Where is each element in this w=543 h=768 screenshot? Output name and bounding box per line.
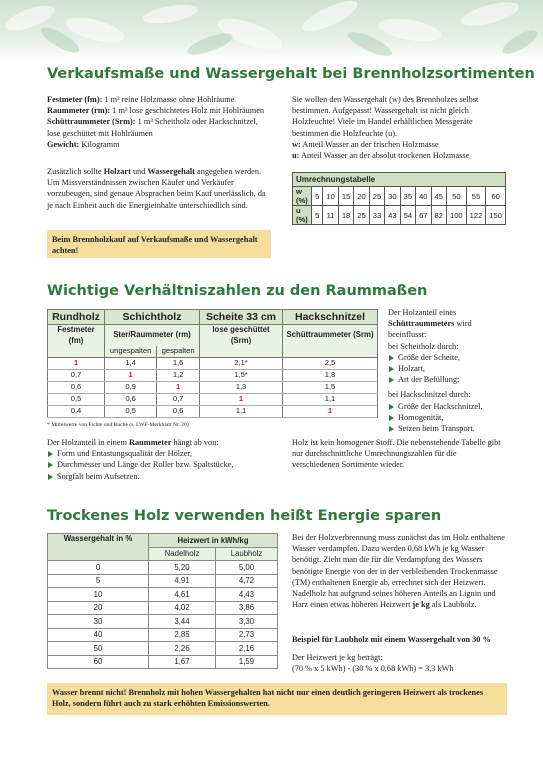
note-verkaufsmasse: Beim Brennholzkauf auf Verkaufsmaße und Wassergehalt achten! xyxy=(47,230,271,258)
leaf-pattern-icon xyxy=(0,0,543,62)
w-value: 30 xyxy=(385,187,400,206)
table-cell: 60 xyxy=(48,655,149,669)
umrechnungstabelle xyxy=(292,172,506,225)
sub-lose: lose geschüttet (Srm) xyxy=(200,325,283,347)
u-value: 5 xyxy=(312,206,323,225)
table-cell: 0,7 xyxy=(48,369,105,381)
table-cell: 1,67 xyxy=(149,655,216,669)
table-cell: 1 xyxy=(200,393,283,405)
w-value: 40 xyxy=(416,187,431,206)
list-item: Größe der Scheite, xyxy=(388,352,506,363)
table-cell: 1 xyxy=(157,381,200,393)
u-value: 54 xyxy=(400,206,415,225)
table-cell: 1,3 xyxy=(200,381,283,393)
header-banner xyxy=(0,0,543,62)
u-value: 150 xyxy=(486,206,506,225)
list-item: Art der Befüllung; xyxy=(388,374,506,385)
section-title-verkaufsmasse: Verkaufsmaße und Wassergehalt bei Brennholzsortimenten xyxy=(47,66,535,82)
table-cell: 0,5 xyxy=(105,405,157,417)
table-cell: 2,1* xyxy=(200,357,283,369)
table-cell: 1,1 xyxy=(200,405,283,417)
list-item: Holzart, xyxy=(388,363,506,374)
table-cell: 1,59 xyxy=(216,655,278,669)
table-row xyxy=(48,393,378,405)
table-cell: 1,4 xyxy=(105,357,157,369)
sub-festmeter: Festmeter (fm) xyxy=(48,325,105,347)
table-cell: 0 xyxy=(48,561,149,575)
table-row xyxy=(48,381,378,393)
table-cell: 1,6 xyxy=(157,357,200,369)
heizwert-paragraph: Bei der Holzverbrennung muss zunächst das im Holz enthaltene Wasser verdampfen. Dazu werden 0,68 kWh je kg Wasser benötigt. Zieht man die für die Verdampfung des Wassers benötigte Energie von der in der verbleibenden Trockenmasse (TM) enthaltenen Energie ab, errechnet sich der Heizwert. Nadelholz hat aufgrund seines höheren Anteils an Lignin und Harz einen etwas höheren Heizwert je kg als Laubholz. xyxy=(292,533,505,610)
list-item: Form und Entastungsqualität der Hölzer, xyxy=(47,448,277,459)
table-row xyxy=(48,628,278,642)
w-value: 5 xyxy=(312,187,323,206)
table-cell: 20 xyxy=(48,601,149,615)
u-value: 43 xyxy=(385,206,400,225)
raummasse-table xyxy=(47,309,378,418)
col-nadelholz: Nadelholz xyxy=(149,547,216,561)
beispiel-text: Der Heizwert je kg beträgt: (70 % x 5 kWh) - (30 % x 0,68 kWh) = 3,3 kWh xyxy=(292,653,454,674)
table-cell: 5,00 xyxy=(216,561,278,575)
hackschnitzel-list xyxy=(388,401,506,435)
w-value: 60 xyxy=(486,187,506,206)
table-cell: 2,16 xyxy=(216,642,278,656)
u-value: 67 xyxy=(416,206,431,225)
homogen-paragraph: Holz ist kein homogener Stoff. Die nebenstehende Tabelle gibt nur durchschnittliche Umrechnungszahlen für die verschiedenen Sortimente wieder. xyxy=(292,438,501,470)
list-item: Sorgfalt beim Aufsetzen. xyxy=(47,471,277,482)
u-value: 33 xyxy=(369,206,384,225)
sub-ster: Ster/Raummeter (rm) xyxy=(105,325,200,347)
u-value: 18 xyxy=(338,206,353,225)
def-w: w: Anteil Wasser an der frischen Holzmasse xyxy=(292,139,439,149)
table-row xyxy=(48,357,378,369)
w-value: 15 xyxy=(338,187,353,206)
row-u: u (%) 5 11 18 25 33 43 54 67 82 100 122 150 xyxy=(293,206,506,225)
table-row xyxy=(48,588,278,602)
table-cell: 5 xyxy=(48,574,149,588)
table-row xyxy=(48,601,278,615)
table-cell: 4,91 xyxy=(149,574,216,588)
table-cell: 10 xyxy=(48,588,149,602)
sub-srm: Schüttraummeter (Srm) xyxy=(283,325,378,347)
def-raummeter: Raummeter (rm): 1 m³ lose geschichtetes Holz mit Hohlräumen xyxy=(47,106,265,116)
w-value: 50 xyxy=(446,187,466,206)
note-wasser-brennt-nicht: Wasser brennt nicht! Brennholz mit hohen Wassergehalten hat nicht nur einen deutlich geringeren Heizwert als trockenes Holz, sondern führt auch zu stark erhöhten Emissionswerten. xyxy=(47,683,507,715)
sub-gespalten: gespalten xyxy=(157,346,200,357)
holzart-paragraph: Zusätzlich sollte Holzart und Wassergehalt angegeben werden. Um Missverständnissen zwischen Käufer und Verkäufer vorzubeugen, sind genaue Absprachen beim Kauf unerlässlich, da je nach Einheit auch die Energieinhalte unterschiedlich sind. xyxy=(47,167,266,210)
w-value: 45 xyxy=(431,187,446,206)
table-cell: 1,5* xyxy=(200,369,283,381)
def-schuettraummeter: Schüttraummeter (Srm): 1 m³ Scheitholz oder Hackschnitzel, lose geschüttet mit Hohlräumen xyxy=(47,117,258,138)
footnote: * Mittelwerte von Fichte und Buche (s. LWF-Merkblatt Nr. 20) xyxy=(47,422,189,428)
table-cell: 40 xyxy=(48,628,149,642)
raummeter-list xyxy=(47,448,277,482)
col-laubholz: Laubholz xyxy=(216,547,278,561)
table-cell: 50 xyxy=(48,642,149,656)
table-cell: 4,02 xyxy=(149,601,216,615)
u-value: 82 xyxy=(431,206,446,225)
table-cell: 1 xyxy=(105,369,157,381)
definitions-block xyxy=(47,94,270,150)
table-row xyxy=(48,642,278,656)
table-cell: 1,8 xyxy=(283,369,378,381)
table-cell: 0,7 xyxy=(157,393,200,405)
table-cell: 1 xyxy=(48,357,105,369)
wassergehalt-paragraph: Sie wollen den Wassergehalt (w) des Brennholzes selbst bestimmen. Aufgepasst! Wassergehalt ist nicht gleich Holzfeuchte! Viele im Handel erhältlichen Messgeräte bestimmen die Holzfeuchte (u). w: Anteil Wasser an der frischen Holzmasse u: Anteil Wasser an der absolut trockenen Holzmasse xyxy=(292,94,504,161)
table-cell: 1,5 xyxy=(283,381,378,393)
sub-ungespalten: ungespalten xyxy=(105,346,157,357)
table-cell: 1,2 xyxy=(157,369,200,381)
w-value: 25 xyxy=(369,187,384,206)
def-gewicht: Gewicht: Kilogramm xyxy=(47,139,120,149)
table-cell: 4,72 xyxy=(216,574,278,588)
row-w: w (%) 5 10 15 20 25 30 35 40 45 50 55 60 xyxy=(293,187,506,206)
beispiel-title: Beispiel für Laubholz mit einem Wassergehalt von 30 % xyxy=(292,635,491,644)
u-value: 122 xyxy=(466,206,486,225)
table-cell: 0,5 xyxy=(48,393,105,405)
w-value: 55 xyxy=(466,187,486,206)
table-cell: 5,20 xyxy=(149,561,216,575)
table-cell: 0,9 xyxy=(105,381,157,393)
col-rundholz: Rundholz xyxy=(48,310,105,325)
table-cell: 1 xyxy=(283,405,378,417)
u-value: 100 xyxy=(446,206,466,225)
table-cell: 3,44 xyxy=(149,615,216,629)
table-cell: 0,6 xyxy=(48,381,105,393)
u-value: 25 xyxy=(354,206,369,225)
table-cell: 3,30 xyxy=(216,615,278,629)
table-cell: 2,5 xyxy=(283,357,378,369)
umrechnung-title: Umrechnungstabelle xyxy=(293,173,506,187)
table-row xyxy=(48,574,278,588)
section-title-verhaeltniszahlen: Wichtige Verhältniszahlen zu den Raummaßen xyxy=(47,283,428,299)
def-festmeter: Festmeter (fm): 1 m³ reine Holzmasse ohne Hohlräume xyxy=(47,95,235,104)
table-cell: 4,61 xyxy=(149,588,216,602)
col-scheite: Scheite 33 cm xyxy=(200,310,283,325)
table-cell: 2,26 xyxy=(149,642,216,656)
u-value: 11 xyxy=(323,206,338,225)
table-row xyxy=(48,369,378,381)
w-value: 10 xyxy=(323,187,338,206)
table-row xyxy=(48,561,278,575)
table-row xyxy=(48,655,278,669)
table-cell: 4,43 xyxy=(216,588,278,602)
table-cell: 2,85 xyxy=(149,628,216,642)
col-schichtholz: Schichtholz xyxy=(105,310,200,325)
table-cell: 30 xyxy=(48,615,149,629)
table-cell: 0,4 xyxy=(48,405,105,417)
scheitholz-list xyxy=(388,352,506,386)
schuettraum-info: Der Holzanteil eines Schüttraummeters wird beeinflusst: bei Scheitholz durch: Größe der Scheite, Holzart, Art der Befüllung; bei Hackschnitzel durch: Größe der Hackschnitzel, Homogenität, Setzen beim Transport. xyxy=(388,307,506,434)
label-hackschnitzel: bei Hackschnitzel durch: xyxy=(388,390,471,400)
heizwert-table xyxy=(47,533,278,669)
section-title-trockenes-holz: Trockenes Holz verwenden heißt Energie sparen xyxy=(47,508,442,524)
col-heizwert: Heizwert in kWh/kg xyxy=(149,534,278,548)
raummeter-info: Der Holzanteil in einem Raummeter hängt ab von: Form und Entastungsqualität der Hölzer, Durchmesser und Länge der Roller bzw. Spaltstücke, Sorgfalt beim Aufsetzen. xyxy=(47,437,277,482)
col-wassergehalt: Wassergehalt in % xyxy=(48,534,149,561)
table-cell: 0,6 xyxy=(105,393,157,405)
list-item: Setzen beim Transport. xyxy=(388,423,506,434)
table-cell: 3,86 xyxy=(216,601,278,615)
list-item: Homogenität, xyxy=(388,412,506,423)
table-cell: 1,1 xyxy=(283,393,378,405)
def-u: u: Anteil Wasser an der absolut trockenen Holzmasse xyxy=(292,151,470,161)
label-scheitholz: bei Scheitholz durch: xyxy=(388,341,459,351)
list-item: Größe der Hackschnitzel, xyxy=(388,401,506,412)
w-value: 35 xyxy=(400,187,415,206)
col-hackschnitzel: Hackschnitzel xyxy=(283,310,378,325)
table-row xyxy=(48,405,378,417)
table-cell: 0,6 xyxy=(157,405,200,417)
table-row xyxy=(48,615,278,629)
table-cell: 2,73 xyxy=(216,628,278,642)
list-item: Durchmesser und Länge der Roller bzw. Spaltstücke, xyxy=(47,459,277,470)
w-value: 20 xyxy=(354,187,369,206)
